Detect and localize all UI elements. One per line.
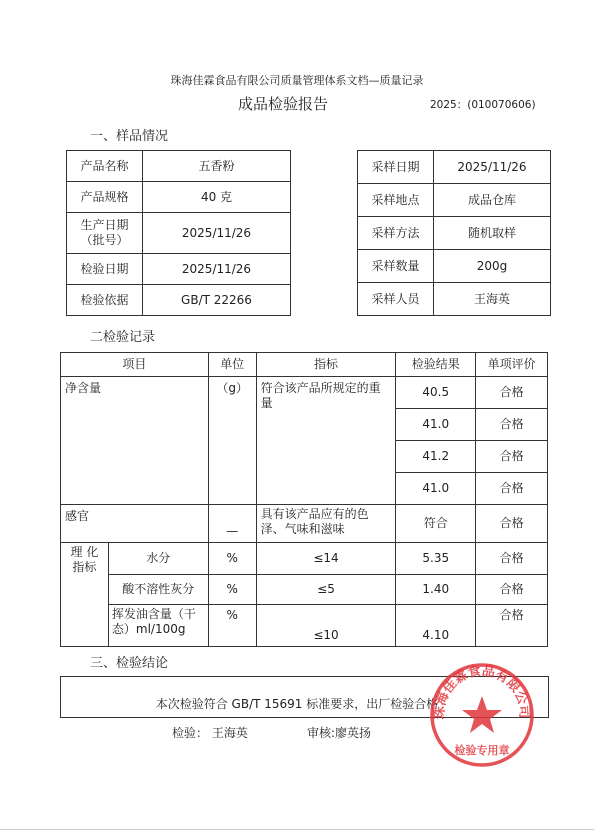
- field-value: 王海英: [434, 283, 551, 316]
- item-cell: 挥发油含量（干态）ml/100g: [108, 605, 208, 647]
- field-label: 采样方法: [358, 217, 434, 250]
- table-row: [67, 285, 291, 316]
- table-row: [358, 250, 551, 283]
- field-value: 成品仓库: [434, 184, 551, 217]
- table-row: [358, 151, 551, 184]
- table-row: [61, 575, 548, 605]
- svg-text:珠海佳霖食品有限公司: 珠海佳霖食品有限公司: [432, 663, 532, 720]
- document-number: 2025：(010070606): [430, 99, 536, 111]
- result-cell: 符合: [396, 505, 476, 543]
- field-value: 2025/11/26: [143, 254, 291, 285]
- column-header: 检验结果: [396, 353, 476, 377]
- inspector-signature: 检验： 王海英: [172, 726, 248, 740]
- spec-cell: 符合该产品所规定的重量: [256, 377, 396, 505]
- table-row: [358, 217, 551, 250]
- conclusion-text: 本次检验符合 GB/T 15691 标准要求，出厂检验合格: [155, 697, 439, 711]
- field-label: 生产日期 （批号）: [67, 213, 143, 254]
- reviewer-signature: 审核:廖英扬: [307, 726, 372, 740]
- sample-info-right-table: [357, 150, 551, 316]
- table-row: [67, 254, 291, 285]
- table-row: [61, 377, 548, 409]
- table-header-row: [61, 353, 548, 377]
- table-row: [67, 151, 291, 182]
- field-value: 40 克: [143, 182, 291, 213]
- unit-cell: %: [208, 543, 256, 575]
- eval-cell: 合格: [476, 575, 548, 605]
- field-value: 五香粉: [143, 151, 291, 182]
- field-label: 检验日期: [67, 254, 143, 285]
- spec-cell: ≤14: [256, 543, 396, 575]
- field-label: 产品规格: [67, 182, 143, 213]
- result-cell: 41.0: [396, 473, 476, 505]
- eval-cell: 合格: [476, 605, 548, 647]
- unit-cell: —: [208, 505, 256, 543]
- company-seal-stamp: [427, 660, 537, 770]
- table-row: [61, 605, 548, 647]
- eval-cell: 合格: [476, 377, 548, 409]
- unit-cell: %: [208, 575, 256, 605]
- svg-text:检验专用章: 检验专用章: [454, 744, 510, 757]
- field-label: 产品名称: [67, 151, 143, 182]
- spec-cell: 具有该产品应有的色泽、气味和滋味: [256, 505, 396, 543]
- report-title: 成品检验报告: [238, 95, 329, 113]
- sample-info-left-table: [66, 150, 291, 316]
- table-row: [67, 213, 291, 254]
- section-record-heading: 二检验记录: [90, 330, 156, 345]
- item-cell: 净含量: [61, 377, 209, 505]
- result-cell: 40.5: [396, 377, 476, 409]
- spec-cell: ≤10: [256, 605, 396, 647]
- column-header: 单项评价: [476, 353, 548, 377]
- bottom-divider: [0, 829, 594, 830]
- eval-cell: 合格: [476, 543, 548, 575]
- column-header: 项目: [61, 353, 209, 377]
- group-label-cell: 理 化 指标: [61, 543, 109, 647]
- eval-cell: 合格: [476, 473, 548, 505]
- column-header: 单位: [208, 353, 256, 377]
- field-label: 采样人员: [358, 283, 434, 316]
- field-value: 2025/11/26: [143, 213, 291, 254]
- result-cell: 41.2: [396, 441, 476, 473]
- field-value: GB/T 22266: [143, 285, 291, 316]
- item-cell: 水分: [108, 543, 208, 575]
- eval-cell: 合格: [476, 409, 548, 441]
- table-row: [61, 543, 548, 575]
- field-label: 采样日期: [358, 151, 434, 184]
- field-label: 检验依据: [67, 285, 143, 316]
- field-value: 随机取样: [434, 217, 551, 250]
- table-row: [67, 182, 291, 213]
- unit-cell: （g）: [208, 377, 256, 505]
- item-cell: 感官: [61, 505, 209, 543]
- item-cell: 酸不溶性灰分: [108, 575, 208, 605]
- result-cell: 5.35: [396, 543, 476, 575]
- eval-cell: 合格: [476, 441, 548, 473]
- column-header: 指标: [256, 353, 396, 377]
- table-row: [61, 505, 548, 543]
- section-conclusion-heading: 三、检验结论: [90, 656, 169, 671]
- spec-cell: ≤5: [256, 575, 396, 605]
- inspection-record-table: [60, 352, 548, 647]
- result-cell: 41.0: [396, 409, 476, 441]
- table-row: [358, 184, 551, 217]
- eval-cell: 合格: [476, 505, 548, 543]
- field-label: 采样数量: [358, 250, 434, 283]
- result-cell: 4.10: [396, 605, 476, 647]
- doc-header: 珠海佳霖食品有限公司质量管理体系文档—质量记录: [170, 74, 424, 87]
- section-sample-heading: 一、样品情况: [90, 129, 169, 144]
- field-label: 采样地点: [358, 184, 434, 217]
- table-row: [358, 283, 551, 316]
- result-cell: 1.40: [396, 575, 476, 605]
- unit-cell: %: [208, 605, 256, 647]
- field-value: 2025/11/26: [434, 151, 551, 184]
- field-value: 200g: [434, 250, 551, 283]
